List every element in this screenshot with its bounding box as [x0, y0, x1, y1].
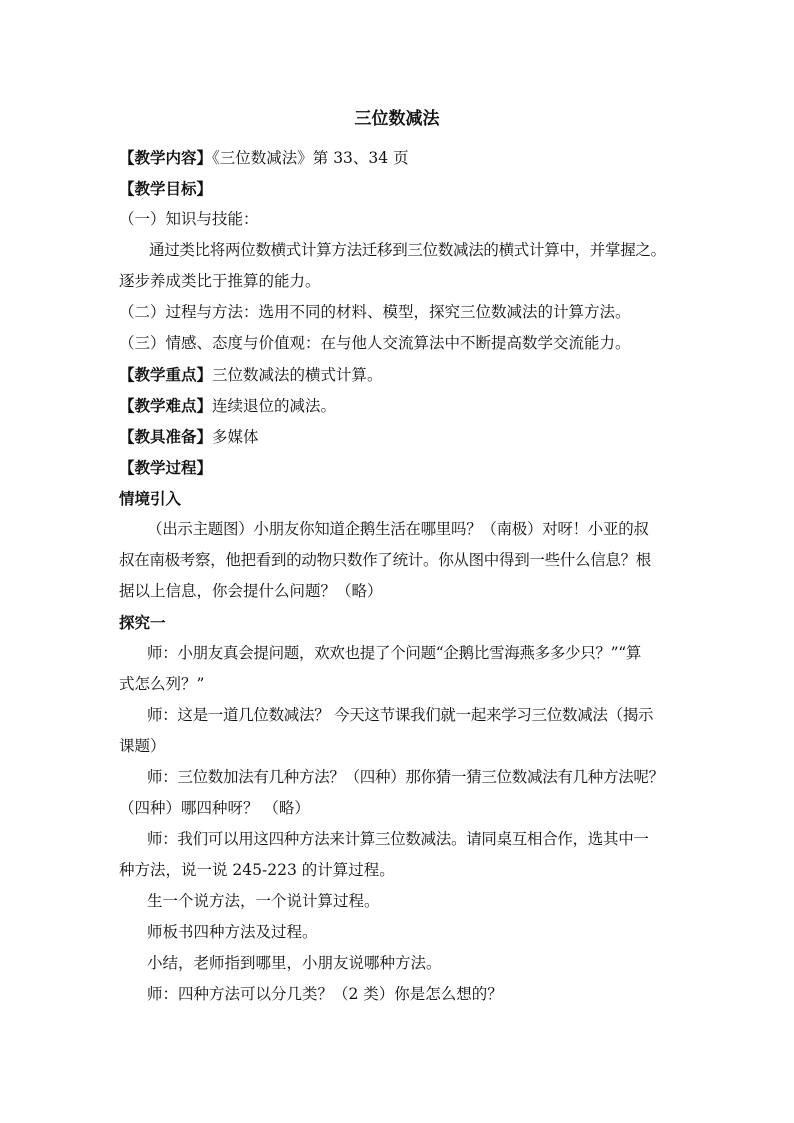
- paragraph-2-line-1: 师：这是一道几位数减法？ 今天这节课我们就一起来学习三位数减法（揭示: [147, 706, 654, 724]
- goal-1-text-line-2: 逐步养成类比于推算的能力。: [119, 272, 321, 290]
- explore-section-title: 探究一: [119, 613, 166, 632]
- goal-2: （二）过程与方法：选用不同的材料、模型，探究三位数减法的计算方法。: [119, 303, 631, 321]
- paragraph-7: 小结，老师指到哪里，小朋友说哪种方法。: [147, 954, 442, 972]
- paragraph-4-line-1: 师：我们可以用这四种方法来计算三位数减法。请同桌互相合作，选其中一: [147, 830, 649, 848]
- teaching-content-label: 【教学内容】: [119, 148, 213, 167]
- key-point-label: 【教学重点】: [119, 365, 213, 384]
- paragraph-1-line-2: 式怎么列？”: [119, 675, 205, 693]
- goal-3: （三）情感、态度与价值观：在与他人交流算法中不断提高数学交流能力。: [119, 334, 631, 352]
- intro-line-2: 叔在南极考察，他把看到的动物只数作了统计。你从图中得到一些什么信息？根: [119, 551, 652, 569]
- paragraph-6: 师板书四种方法及过程。: [147, 923, 318, 941]
- teaching-content-line: [119, 142, 685, 173]
- difficulty-line: [119, 390, 685, 421]
- intro-line-1: （出示主题图）小朋友你知道企鹅生活在哪里吗？（南极）对呀！小亚的叔: [147, 520, 649, 538]
- difficulty-label: 【教学难点】: [119, 396, 213, 415]
- teaching-content-value: 《三位数减法》第 33、34 页: [212, 149, 409, 167]
- key-point-value: 三位数减法的横式计算。: [212, 366, 383, 384]
- intro-section-title: 情境引入: [119, 489, 182, 508]
- intro-line-3: 据以上信息，你会提什么问题？（略）: [119, 582, 383, 600]
- paragraph-4-line-2: 种方法，说一说 245-223 的计算过程。: [119, 861, 395, 879]
- paragraph-8: 师：四种方法可以分几类？（2 类）你是怎么想的？: [147, 985, 503, 1003]
- document-title: 三位数减法: [354, 109, 440, 129]
- goal-1-text-line-1: 通过类比将两位数横式计算方法迁移到三位数减法的横式计算中，并掌握之。: [149, 241, 666, 259]
- paragraph-3-line-1: 师：三位数加法有几种方法？（四种）那你猜一猜三位数减法有几种方法呢？: [147, 768, 664, 786]
- difficulty-value: 连续退位的减法。: [212, 397, 337, 415]
- teaching-goal-label: 【教学目标】: [119, 179, 213, 198]
- paragraph-5: 生一个说方法，一个说计算过程。: [147, 892, 380, 910]
- materials-label: 【教具准备】: [119, 427, 213, 446]
- key-point-line: [119, 359, 685, 390]
- document-body: [119, 142, 685, 1010]
- materials-line: [119, 421, 685, 452]
- paragraph-3-line-2: （四种）哪四种呀？ （略）: [119, 799, 310, 817]
- goal-1-heading: （一）知识与技能：: [119, 210, 259, 228]
- paragraph-1-line-1: 师：小朋友真会提问题，欢欢也提了个问题“企鹅比雪海燕多多少只？”“算: [147, 644, 642, 662]
- paragraph-2-line-2: 课题）: [119, 737, 166, 755]
- teaching-process-label: 【教学过程】: [119, 458, 213, 477]
- materials-value: 多媒体: [212, 428, 259, 446]
